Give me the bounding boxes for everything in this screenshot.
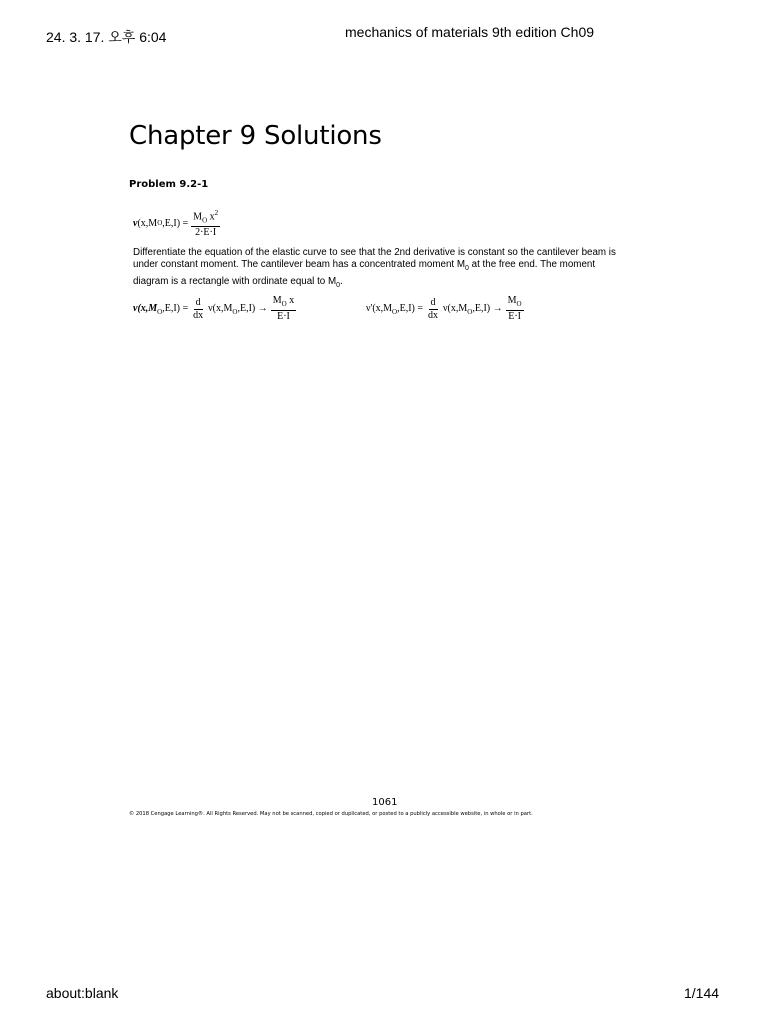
copyright-notice: © 2018 Cengage Learning®. All Rights Reserved. May not be scanned, copied or duplicated, or posted to a publicly accessible website, in whole or in part. xyxy=(129,811,533,817)
eq2-mid xyxy=(208,303,268,316)
para-text2: at the free end. The moment diagram is a rectangle with ordinate equal to M xyxy=(133,259,596,287)
eq1-fraction xyxy=(191,207,220,239)
para-text3: . xyxy=(340,275,343,287)
print-doc-title: mechanics of materials 9th edition Ch09 xyxy=(345,24,595,40)
eq3-mid-rest: ,E,I) → xyxy=(472,302,503,314)
eq3-d: d xyxy=(430,296,436,308)
eq2-d: d xyxy=(195,296,201,308)
eq2-mid-sub: O xyxy=(232,307,238,316)
eq3-lhs xyxy=(366,303,423,316)
para-sub2: 0 xyxy=(336,281,341,289)
eq3-d-dx xyxy=(426,297,440,322)
eq3-mid-text: ν(x,M xyxy=(443,302,468,314)
eq2-dx: dx xyxy=(193,309,204,321)
eq1-num-sup: 2 xyxy=(214,209,219,217)
eq3-mid xyxy=(443,303,503,316)
eq3-dx: dx xyxy=(428,309,439,321)
para-text1: Differentiate the equation of the elastic curve to see that the 2nd derivative is constant so the cantilever beam is under constant moment. The cantilever beam has a concentrated moment M xyxy=(133,247,616,271)
eq2-mid-rest: ,E,I) → xyxy=(237,302,268,314)
eq3-lhs-rest: ,E,I) = xyxy=(397,302,424,314)
chapter-title: Chapter 9 Solutions xyxy=(129,121,382,151)
eq3-mid-sub: O xyxy=(467,307,473,316)
para-sub1: 0 xyxy=(465,265,469,273)
first-derivative-equation xyxy=(133,295,299,323)
eq1-args: (x,M xyxy=(137,217,158,229)
eq3-lhs-sub: O xyxy=(392,307,398,316)
eq2-num-x: x xyxy=(286,295,295,306)
print-url: about:blank xyxy=(46,985,119,1001)
eq3-num-sub: O xyxy=(516,300,522,308)
eq2-lhs-rest: ,E,I) = xyxy=(162,302,189,314)
eq1-args-sub: O xyxy=(157,219,163,228)
print-page-count: 1/144 xyxy=(684,985,720,1001)
eq2-lhs xyxy=(133,303,188,316)
eq2-d-dx xyxy=(191,297,205,322)
problem-label: Problem 9.2-1 xyxy=(129,179,209,190)
eq1-args-rest: ,E,I) = xyxy=(162,217,189,229)
explanation-paragraph xyxy=(133,247,633,292)
eq1-num-m: M xyxy=(193,211,203,223)
eq1-num-sub: O xyxy=(202,216,208,225)
print-datetime: 24. 3. 17. 오후 6:04 xyxy=(46,29,167,45)
eq2-num-m: M xyxy=(272,295,282,306)
eq1-num-x: x xyxy=(207,211,215,223)
eq2-result-num xyxy=(271,295,296,311)
document-page-number: 1061 xyxy=(372,797,398,808)
eq1-numerator xyxy=(191,207,220,227)
eq3-result-den: E·I xyxy=(508,311,521,322)
eq2-num-sub: O xyxy=(281,300,287,308)
eq2-result xyxy=(271,295,296,323)
eq2-lhs-sub: O xyxy=(157,307,163,316)
eq1-nu: ν xyxy=(133,217,138,229)
eq2-mid-text: ν(x,M xyxy=(208,302,233,314)
eq3-result-num xyxy=(506,295,524,311)
eq3-result xyxy=(506,295,524,323)
second-derivative-equation xyxy=(366,295,527,323)
elastic-curve-equation xyxy=(133,207,223,239)
eq1-denominator: 2·E·I xyxy=(195,227,217,239)
eq2-result-den: E·I xyxy=(277,311,290,322)
eq3-lhs-text: ν'(x,M xyxy=(366,302,393,314)
eq2-lhs-text: ν(x,M xyxy=(133,302,158,314)
eq3-num-m: M xyxy=(507,295,517,306)
